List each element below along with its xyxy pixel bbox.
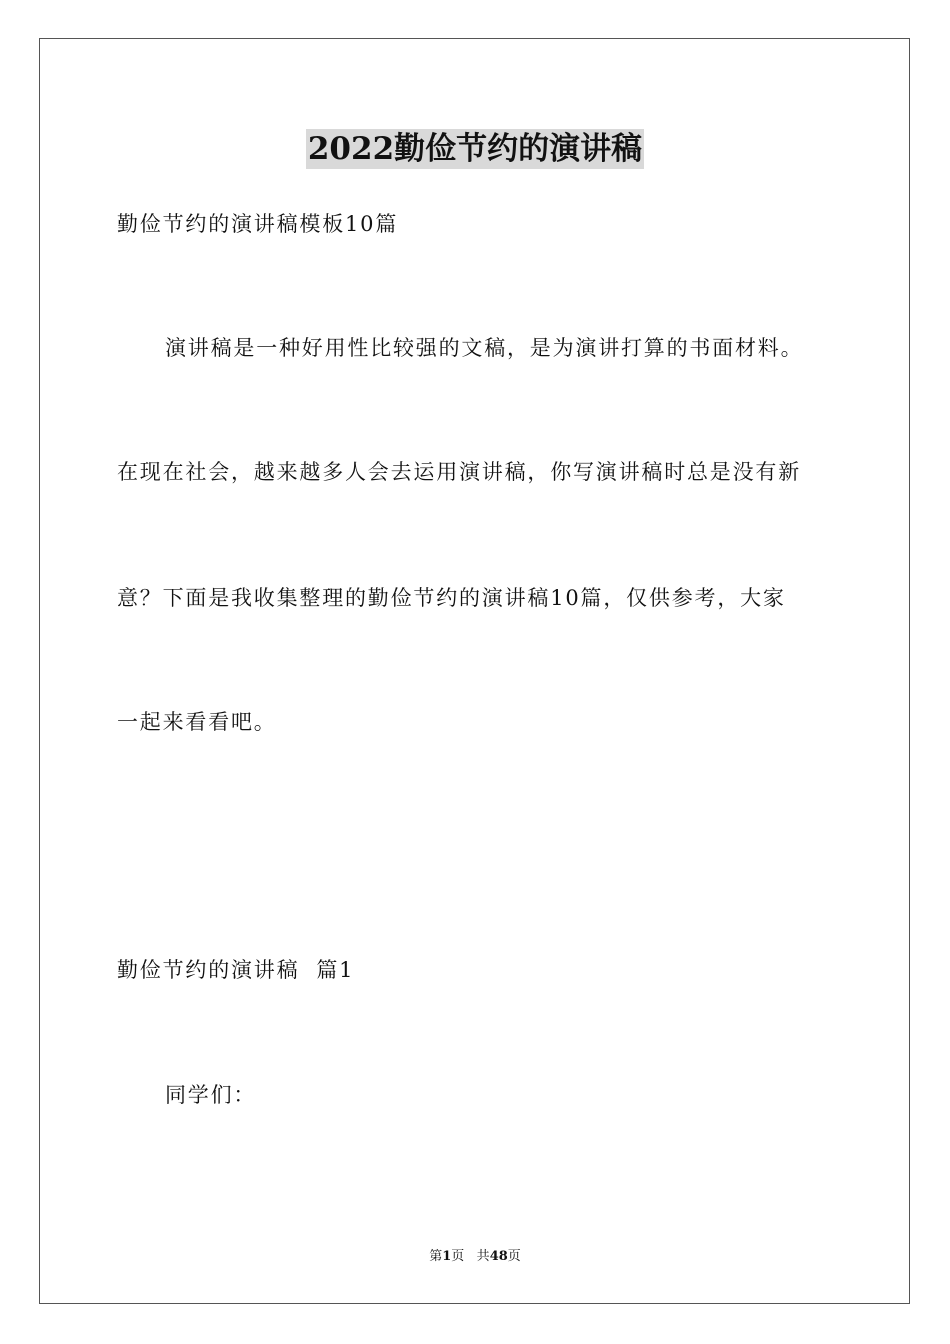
footer-page-prefix: 第	[429, 1249, 443, 1264]
intro-line-1: 演讲稿是一种好用性比较强的文稿，是为演讲打算的书面材料。	[165, 336, 804, 360]
document-title-text: 2022勤俭节约的演讲稿	[307, 131, 643, 167]
footer-total-suffix: 页	[507, 1249, 521, 1264]
footer-page-current: 1	[442, 1249, 452, 1264]
page-footer	[0, 1248, 950, 1266]
greeting: 同学们：	[165, 1083, 257, 1107]
intro-line-2: 在现在社会，越来越多人会去运用演讲稿，你写演讲稿时总是没有新	[117, 460, 801, 484]
footer-page-suffix: 页	[451, 1249, 465, 1264]
intro-line-4: 一起来看看吧。	[117, 710, 277, 734]
intro-line-3: 意？下面是我收集整理的勤俭节约的演讲稿10篇，仅供参考，大家	[117, 586, 786, 610]
document-title	[0, 128, 950, 169]
document-subtitle: 勤俭节约的演讲稿模板10篇	[117, 212, 399, 236]
footer-page-total: 48	[489, 1249, 508, 1264]
footer-total-prefix: 共	[476, 1249, 490, 1264]
section-heading: 勤俭节约的演讲稿 篇1	[117, 958, 355, 982]
